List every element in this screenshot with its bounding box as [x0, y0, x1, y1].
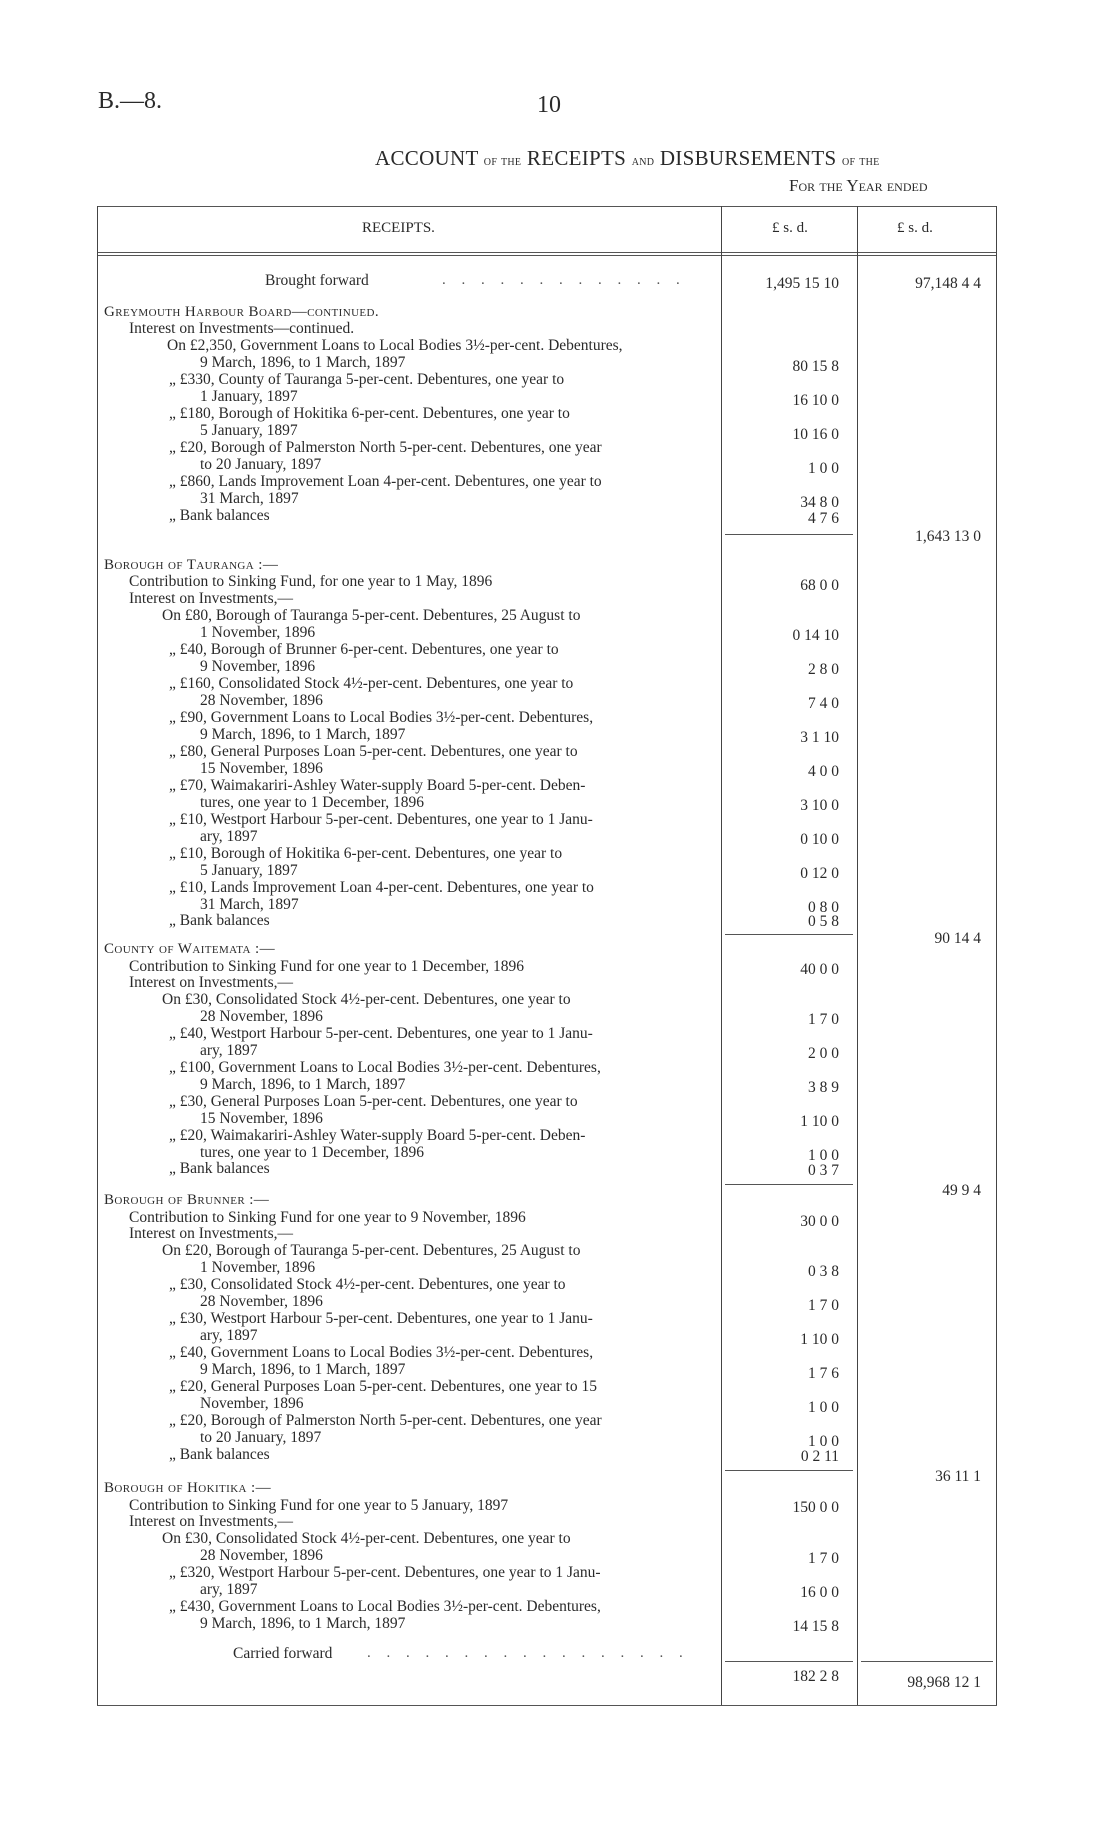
tauranga-amount: 0 5 8 — [808, 913, 839, 930]
table-bottom-rule — [97, 1705, 997, 1706]
tauranga-line: „ £90, Government Loans to Local Bodies 3½-per-cent. Debentures, — [169, 709, 594, 726]
tauranga-line: tures, one year to 1 December, 1896 — [200, 794, 425, 811]
hokitika-line: On £30, Consolidated Stock 4½-per-cent. Debentures, one year to — [162, 1530, 571, 1547]
brunner-line: „ £30, Consolidated Stock 4½-per-cent. Debentures, one year to — [169, 1276, 566, 1293]
brunner-amount: 1 10 0 — [800, 1331, 839, 1348]
tauranga-line: 1 November, 1896 — [200, 624, 316, 641]
tauranga-line: 9 March, 1896, to 1 March, 1897 — [200, 726, 406, 743]
title-account: ACCOUNT — [375, 146, 479, 170]
brunner-interest-heading: Interest on Investments,— — [129, 1225, 294, 1242]
greymouth-amount: 4 7 6 — [808, 510, 839, 527]
waitemata-line: „ £30, General Purposes Loan 5-per-cent. Debentures, one year to — [169, 1093, 578, 1110]
tauranga-amount: 0 8 0 — [808, 899, 839, 916]
tauranga-line: „ £10, Westport Harbour 5-per-cent. Debentures, one year to 1 Janu- — [169, 811, 593, 828]
brunner-amount: 0 2 11 — [800, 1448, 839, 1465]
brunner-line: 1 November, 1896 — [200, 1259, 316, 1276]
brunner-line: „ £20, General Purposes Loan 5-per-cent. Debentures, one year to 15 — [169, 1378, 597, 1395]
receipts-table — [97, 206, 997, 1706]
greymouth-line: 9 March, 1896, to 1 March, 1897 — [200, 354, 406, 371]
brought-forward-amount-2: 97,148 4 4 — [915, 275, 981, 292]
tauranga-line: On £80, Borough of Tauranga 5-per-cent. Debentures, 25 August to — [162, 607, 581, 624]
tauranga-contribution: Contribution to Sinking Fund, for one year to 1 May, 1896 — [129, 573, 493, 590]
greymouth-amount: 80 15 8 — [792, 358, 839, 375]
title-disbursements: DISBURSEMENTS — [659, 146, 837, 170]
waitemata-line: „ £100, Government Loans to Local Bodies 3½-per-cent. Debentures, — [169, 1059, 601, 1076]
page-title — [375, 146, 880, 171]
hokitika-amount: 16 0 0 — [800, 1584, 839, 1601]
greymouth-amount: 16 10 0 — [792, 392, 839, 409]
hokitika-line: „ £430, Government Loans to Local Bodies 3½-per-cent. Debentures, — [169, 1598, 601, 1615]
greymouth-amount: 1 0 0 — [808, 460, 839, 477]
brunner-line: ary, 1897 — [200, 1327, 258, 1344]
tauranga-line: „ Bank balances — [169, 912, 270, 929]
tauranga-line: „ £70, Waimakariri-Ashley Water-supply Board 5-per-cent. Deben- — [169, 777, 586, 794]
waitemata-amount: 1 10 0 — [800, 1113, 839, 1130]
brunner-amount: 30 0 0 — [800, 1213, 839, 1230]
tauranga-line: 31 March, 1897 — [200, 896, 299, 913]
col-divider-2 — [857, 206, 858, 1706]
tauranga-line: 15 November, 1896 — [200, 760, 323, 777]
tauranga-line: „ £10, Lands Improvement Loan 4-per-cent. Debentures, one year to — [169, 879, 594, 896]
hokitika-interest-heading: Interest on Investments,— — [129, 1513, 294, 1530]
subtotal-rule — [725, 934, 853, 935]
greymouth-amount: 34 8 0 — [800, 494, 839, 511]
brunner-total: 36 11 1 — [935, 1468, 981, 1485]
brunner-line: November, 1896 — [200, 1395, 304, 1412]
waitemata-amount: 3 8 9 — [808, 1079, 839, 1096]
greymouth-interest-heading: Interest on Investments—continued. — [129, 320, 355, 337]
section-heading-brunner: Borough of Brunner :— — [104, 1192, 270, 1208]
header-bottom-rule-2 — [97, 255, 997, 256]
tauranga-amount: 3 10 0 — [800, 797, 839, 814]
section-heading-greymouth: Greymouth Harbour Board—continued. — [104, 304, 380, 320]
tauranga-line: „ £10, Borough of Hokitika 6-per-cent. Debentures, one year to — [169, 845, 563, 862]
carried-forward-amount-1: 182 2 8 — [792, 1668, 839, 1685]
waitemata-line: tures, one year to 1 December, 1896 — [200, 1144, 425, 1161]
hokitika-line: „ £320, Westport Harbour 5-per-cent. Debentures, one year to 1 Janu- — [169, 1564, 601, 1581]
hokitika-amount: 150 0 0 — [792, 1499, 839, 1516]
waitemata-amount: 40 0 0 — [800, 961, 839, 978]
waitemata-line: 28 November, 1896 — [200, 1008, 323, 1025]
subtotal-rule — [725, 1661, 853, 1662]
brunner-line: to 20 January, 1897 — [200, 1429, 322, 1446]
tauranga-line: 28 November, 1896 — [200, 692, 323, 709]
leader-dots: . . . . . . . . . . . . . . . . . — [367, 1645, 689, 1661]
greymouth-total: 1,643 13 0 — [915, 528, 981, 545]
brunner-line: „ Bank balances — [169, 1446, 270, 1463]
tauranga-line: „ £80, General Purposes Loan 5-per-cent. Debentures, one year to — [169, 743, 578, 760]
waitemata-contribution: Contribution to Sinking Fund for one year to 1 December, 1896 — [129, 958, 525, 975]
brunner-line: 9 March, 1896, to 1 March, 1897 — [200, 1361, 406, 1378]
leader-dots: . . . . . . . . . . . . . — [442, 272, 686, 288]
brunner-line: On £20, Borough of Tauranga 5-per-cent. Debentures, 25 August to — [162, 1242, 581, 1259]
greymouth-line: 5 January, 1897 — [200, 422, 298, 439]
brunner-line: „ £30, Westport Harbour 5-per-cent. Debentures, one year to 1 Janu- — [169, 1310, 593, 1327]
tauranga-line: ary, 1897 — [200, 828, 258, 845]
waitemata-line: ary, 1897 — [200, 1042, 258, 1059]
tauranga-interest-heading: Interest on Investments,— — [129, 590, 294, 607]
brought-forward-label: Brought forward — [265, 272, 369, 289]
lsd-header-2: £ s. d. — [897, 220, 933, 236]
tauranga-amount: 7 4 0 — [808, 695, 839, 712]
brunner-contribution: Contribution to Sinking Fund for one year to 9 November, 1896 — [129, 1209, 526, 1226]
brunner-line: „ £40, Government Loans to Local Bodies 3½-per-cent. Debentures, — [169, 1344, 594, 1361]
col-divider-1 — [721, 206, 722, 1706]
waitemata-line: 15 November, 1896 — [200, 1110, 323, 1127]
hokitika-contribution: Contribution to Sinking Fund for one year to 5 January, 1897 — [129, 1497, 509, 1514]
tauranga-amount: 0 10 0 — [800, 831, 839, 848]
document-reference: B.—8. — [98, 88, 163, 114]
subtotal-rule — [725, 1184, 853, 1185]
right-border — [996, 206, 997, 1706]
brunner-amount: 1 0 0 — [808, 1399, 839, 1416]
section-heading-waitemata: County of Waitemata :— — [104, 941, 275, 957]
brunner-amount: 0 3 8 — [808, 1263, 839, 1280]
section-heading-tauranga: Borough of Tauranga :— — [104, 557, 279, 573]
waitemata-amount: 0 3 7 — [808, 1162, 839, 1179]
greymouth-line: „ £330, County of Tauranga 5-per-cent. Debentures, one year to — [169, 371, 565, 388]
tauranga-amount: 3 1 10 — [800, 729, 839, 746]
title-and: and — [631, 154, 655, 169]
waitemata-line: „ £40, Westport Harbour 5-per-cent. Debentures, one year to 1 Janu- — [169, 1025, 593, 1042]
greymouth-amount: 10 16 0 — [792, 426, 839, 443]
waitemata-amount: 1 7 0 — [808, 1011, 839, 1028]
waitemata-interest-heading: Interest on Investments,— — [129, 974, 294, 991]
tauranga-line: 5 January, 1897 — [200, 862, 298, 879]
hokitika-line: 9 March, 1896, to 1 March, 1897 — [200, 1615, 406, 1632]
hokitika-amount: 14 15 8 — [792, 1618, 839, 1635]
hokitika-line: ary, 1897 — [200, 1581, 258, 1598]
greymouth-line: On £2,350, Government Loans to Local Bodies 3½-per-cent. Debentures, — [167, 337, 623, 354]
brunner-line: 28 November, 1896 — [200, 1293, 323, 1310]
brunner-amount: 1 7 6 — [808, 1365, 839, 1382]
brunner-amount: 1 7 0 — [808, 1297, 839, 1314]
title-of-the: of the — [842, 154, 880, 169]
waitemata-total: 49 9 4 — [942, 1182, 981, 1199]
greymouth-line: „ £860, Lands Improvement Loan 4-per-cent. Debentures, one year to — [169, 473, 602, 490]
title-of: of the — [483, 154, 522, 169]
waitemata-amount: 1 0 0 — [808, 1147, 839, 1164]
title-receipts: RECEIPTS — [526, 146, 627, 170]
tauranga-amount: 0 14 10 — [792, 627, 839, 644]
waitemata-amount: 2 0 0 — [808, 1045, 839, 1062]
table-top-rule — [97, 206, 997, 207]
tauranga-line: 9 November, 1896 — [200, 658, 316, 675]
page-subtitle: For the Year ended — [789, 176, 928, 195]
greymouth-line: „ £180, Borough of Hokitika 6-per-cent. Debentures, one year to — [169, 405, 570, 422]
waitemata-line: „ £20, Waimakariri-Ashley Water-supply Board 5-per-cent. Deben- — [169, 1127, 586, 1144]
hokitika-amount: 1 7 0 — [808, 1550, 839, 1567]
left-border — [97, 206, 98, 1706]
receipts-column-header: RECEIPTS. — [362, 220, 435, 236]
tauranga-line: „ £160, Consolidated Stock 4½-per-cent. Debentures, one year to — [169, 675, 574, 692]
carried-forward-amount-2: 98,968 12 1 — [907, 1674, 981, 1691]
section-heading-hokitika: Borough of Hokitika :— — [104, 1480, 271, 1496]
greymouth-line: „ £20, Borough of Palmerston North 5-per-cent. Debentures, one year — [169, 439, 602, 456]
tauranga-line: „ £40, Borough of Brunner 6-per-cent. Debentures, one year to — [169, 641, 559, 658]
tauranga-amount: 68 0 0 — [800, 577, 839, 594]
subtotal-rule — [725, 1470, 853, 1471]
carried-forward-label: Carried forward — [233, 1645, 333, 1662]
tauranga-total: 90 14 4 — [934, 930, 981, 947]
waitemata-line: On £30, Consolidated Stock 4½-per-cent. Debentures, one year to — [162, 991, 571, 1008]
greymouth-line: „ Bank balances — [169, 507, 270, 524]
brunner-amount: 1 0 0 — [808, 1433, 839, 1450]
header-bottom-rule — [97, 252, 997, 253]
tauranga-amount: 4 0 0 — [808, 763, 839, 780]
brought-forward-amount-1: 1,495 15 10 — [765, 275, 839, 292]
total-rule — [861, 1661, 993, 1662]
lsd-header-1: £ s. d. — [772, 220, 808, 236]
brunner-line: „ £20, Borough of Palmerston North 5-per-cent. Debentures, one year — [169, 1412, 602, 1429]
greymouth-line: 1 January, 1897 — [200, 388, 298, 405]
hokitika-line: 28 November, 1896 — [200, 1547, 323, 1564]
page-number: 10 — [537, 92, 561, 118]
waitemata-line: 9 March, 1896, to 1 March, 1897 — [200, 1076, 406, 1093]
subtotal-rule — [725, 534, 853, 535]
greymouth-line: 31 March, 1897 — [200, 490, 299, 507]
greymouth-line: to 20 January, 1897 — [200, 456, 322, 473]
waitemata-line: „ Bank balances — [169, 1160, 270, 1177]
tauranga-amount: 0 12 0 — [800, 865, 839, 882]
tauranga-amount: 2 8 0 — [808, 661, 839, 678]
